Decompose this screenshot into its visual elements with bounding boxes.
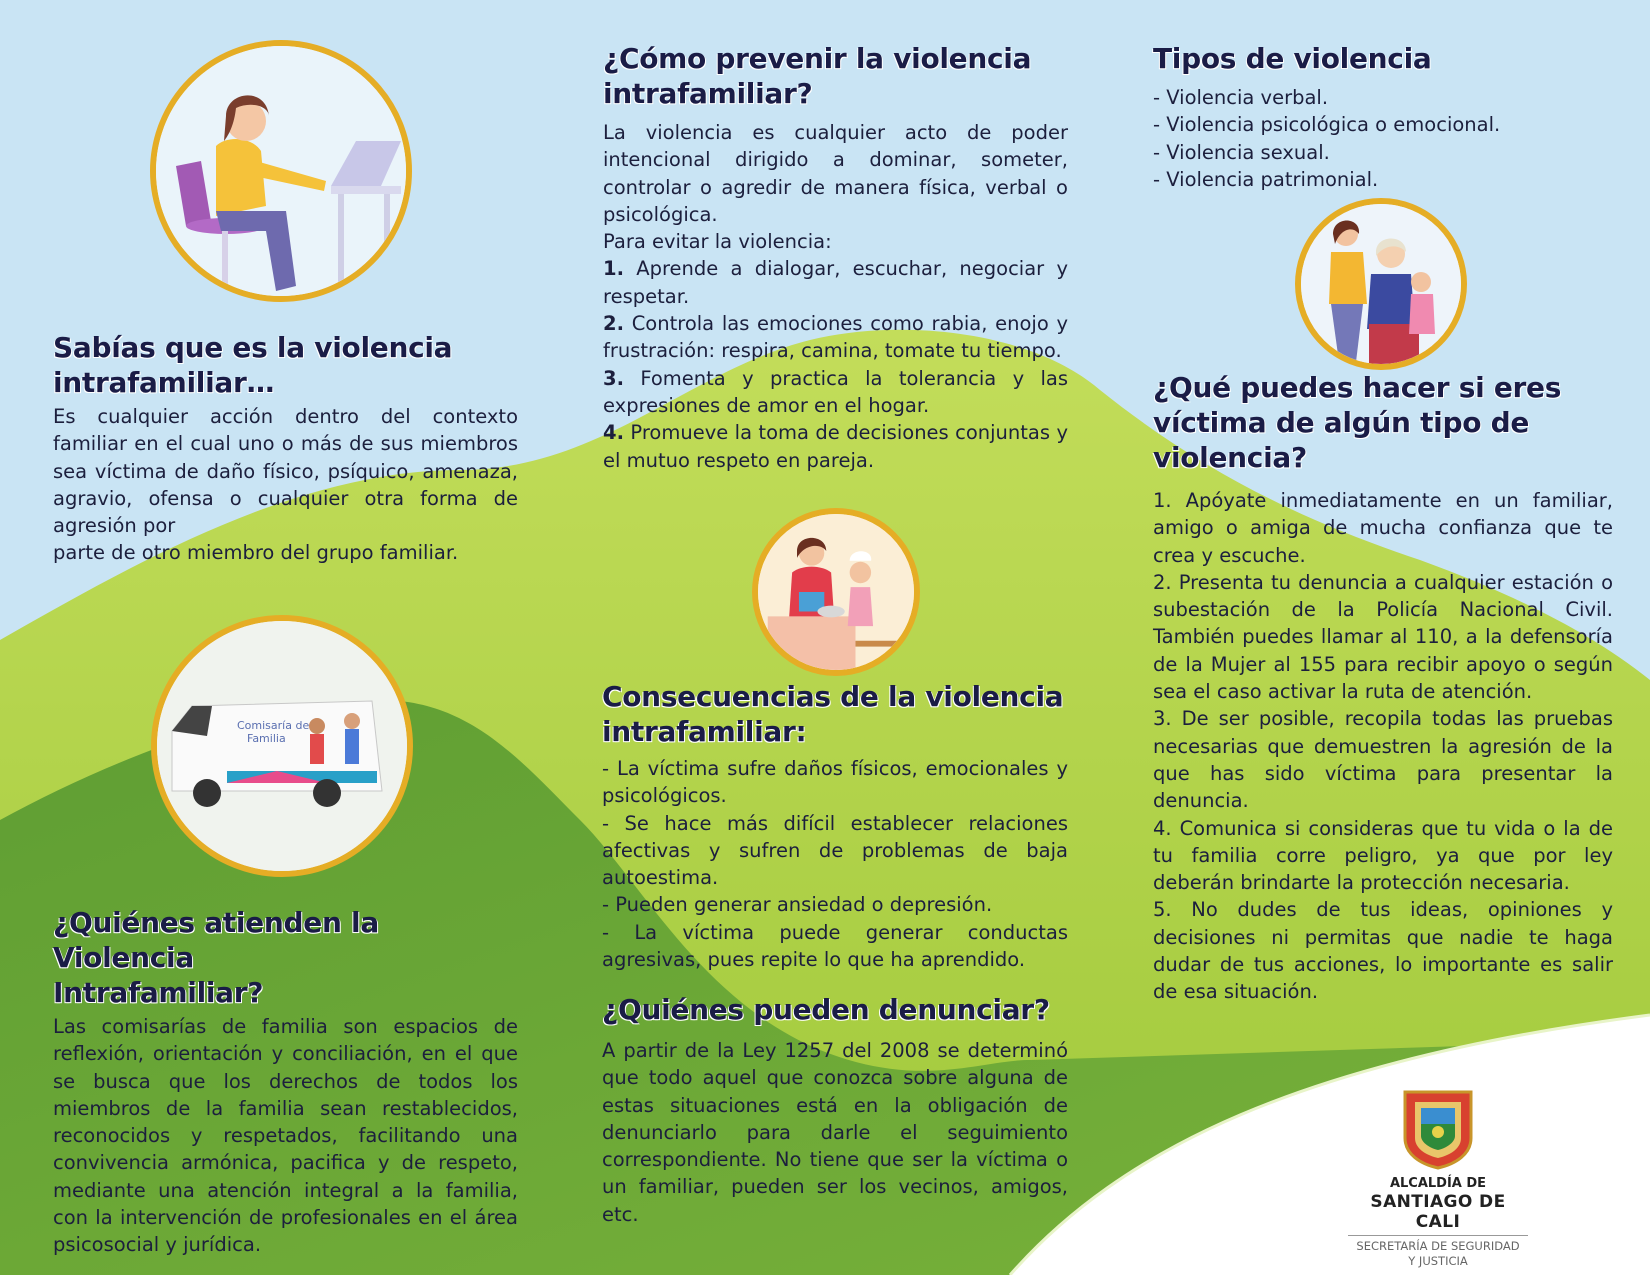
what-is-violence-title: Sabías que es la violencia intrafamiliar… <box>53 331 453 399</box>
who-attends-title: ¿Quiénes atienden la Violencia Intrafamiliar? <box>53 906 379 1009</box>
consequences-title: Consecuencias de la violencia intrafamiliar: <box>602 680 1064 748</box>
consequence-item: - Se hace más difícil establecer relaciones afectivas y sufren de problemas de baja autoestima. <box>602 811 1068 890</box>
prevent-item-text: Aprende a dialogar, escuchar, negociar y respetar. <box>603 257 1068 308</box>
violence-type-item: - Violencia patrimonial. <box>1153 167 1379 191</box>
prevent-item-number: 4. <box>603 421 624 445</box>
prevent-item <box>603 310 1068 365</box>
consequence-item: - Pueden generar ansiedad o depresión. <box>602 893 993 917</box>
what-to-do-item: 3. De ser posible, recopila todas las pruebas necesarias que demuestren la agresión de la que has sido víctima para presentar la denuncia. <box>1153 707 1613 813</box>
who-can-report-title: ¿Quiénes pueden denunciar? <box>602 993 1050 1026</box>
van-label-line1: Comisaría de <box>237 719 310 732</box>
comisaria-van-photo <box>151 615 413 877</box>
city-shield-icon <box>1401 1088 1475 1170</box>
who-can-report-text: A partir de la Ley 1257 del 2008 se determinó que todo aquel que conozca sobre alguna de estas situaciones está en la obligación de denunciarlo para darle el seguimiento correspondiente. No tiene que ser la víctima o un familiar, pueden ser los vecinos, amigos, etc. <box>602 1039 1068 1226</box>
what-is-violence-text: Es cualquier acción dentro del contexto familiar en el cual uno o más de sus miembros sea víctima de daño físico, psíquico, amenaza, agravio, ofensa o cualquier otra forma de agresión por <box>53 405 518 538</box>
prevent-item <box>603 255 1068 310</box>
what-to-do-item: 1. Apóyate inmediatamente en un familiar, amigo o amiga de mucha confianza que te crea y escuche. <box>1153 489 1613 567</box>
prevent-violence-title: ¿Cómo prevenir la violencia intrafamiliar? <box>603 42 1032 110</box>
violence-type-item: - Violencia sexual. <box>1153 140 1330 164</box>
prevent-item-text: Fomenta y practica la tolerancia y las expresiones de amor en el hogar. <box>603 366 1068 417</box>
what-to-do-item: 2. Presenta tu denuncia a cualquier estación o subestación de la Policía Nacional Civil. También puedes llamar al 110, a la defensoría de la Mujer al 155 para recibir apoyo o según sea el caso activar la ruta de atención. <box>1153 570 1613 704</box>
family-generations-illustration <box>1295 198 1467 370</box>
prevent-item-number: 3. <box>603 366 624 390</box>
prevent-list <box>603 255 1068 473</box>
what-to-do-item: 5. No dudes de tus ideas, opiniones y decisiones ni permitas que nadie te haga dudar de tus acciones, lo importante es salir de esa situación. <box>1153 898 1613 1004</box>
what-is-violence-text-last: parte de otro miembro del grupo familiar. <box>53 541 459 565</box>
logo-line3: SECRETARÍA DE SEGURIDAD Y JUSTICIA <box>1348 1235 1528 1269</box>
consequences-list <box>602 755 1068 973</box>
violence-type-item: - Violencia psicológica o emocional. <box>1153 113 1501 137</box>
alcaldia-logo <box>1348 1088 1528 1269</box>
violence-types-title: Tipos de violencia <box>1153 42 1432 75</box>
logo-line1: ALCALDÍA DE <box>1389 1176 1487 1191</box>
consequence-item: - La víctima puede generar conductas agresivas, pues repite lo que ha aprendido. <box>602 920 1068 972</box>
van-label-line2: Familia <box>247 732 286 745</box>
violence-types-list <box>1153 84 1613 193</box>
prevent-item-text: Promueve la toma de decisiones conjuntas y el mutuo respeto en pareja. <box>603 421 1068 472</box>
prevent-intro-text: La violencia es cualquier acto de poder intencional dirigido a dominar, someter, controlar o agredir de manera física, verbal o psicológica. <box>603 121 1068 226</box>
consequence-item: - La víctima sufre daños físicos, emocionales y psicológicos. <box>602 757 1068 808</box>
what-to-do-list <box>1153 487 1613 1006</box>
violence-type-item: - Violencia verbal. <box>1153 86 1329 109</box>
who-attends-text: Las comisarías de familia son espacios de reflexión, orientación y conciliación, en el que se busca que los derechos de todos los miembros de la familia sean restablecidos, reconocidos y respetados, facilitando una convivencia armónica, pacifica y de respeto, mediante una atención integral a la familia, con la intervención de profesionales en el área psicosocial y jurídica. <box>53 1015 518 1257</box>
prevent-item-number: 1. <box>603 257 624 281</box>
what-to-do-item: 4. Comunica si consideras que tu vida o la de tu familia corre peligro, ya que por ley deberán brindarte la protección necesaria. <box>1153 816 1613 895</box>
prevent-lead-text: Para evitar la violencia: <box>603 230 832 254</box>
prevent-item-text: Controla las emociones como rabia, enojo y frustración: respira, camina, tomate tu tiempo. <box>603 312 1068 363</box>
logo-line2: SANTIAGO DE CALI <box>1370 1192 1506 1232</box>
prevent-item-number: 2. <box>603 312 624 336</box>
prevent-item <box>603 365 1068 420</box>
woman-laptop-illustration <box>150 40 412 302</box>
what-to-do-title: ¿Qué puedes hacer si eres víctima de algún tipo de violencia? <box>1153 371 1562 474</box>
mother-daughter-cooking-illustration <box>752 508 920 676</box>
prevent-item <box>603 419 1068 474</box>
